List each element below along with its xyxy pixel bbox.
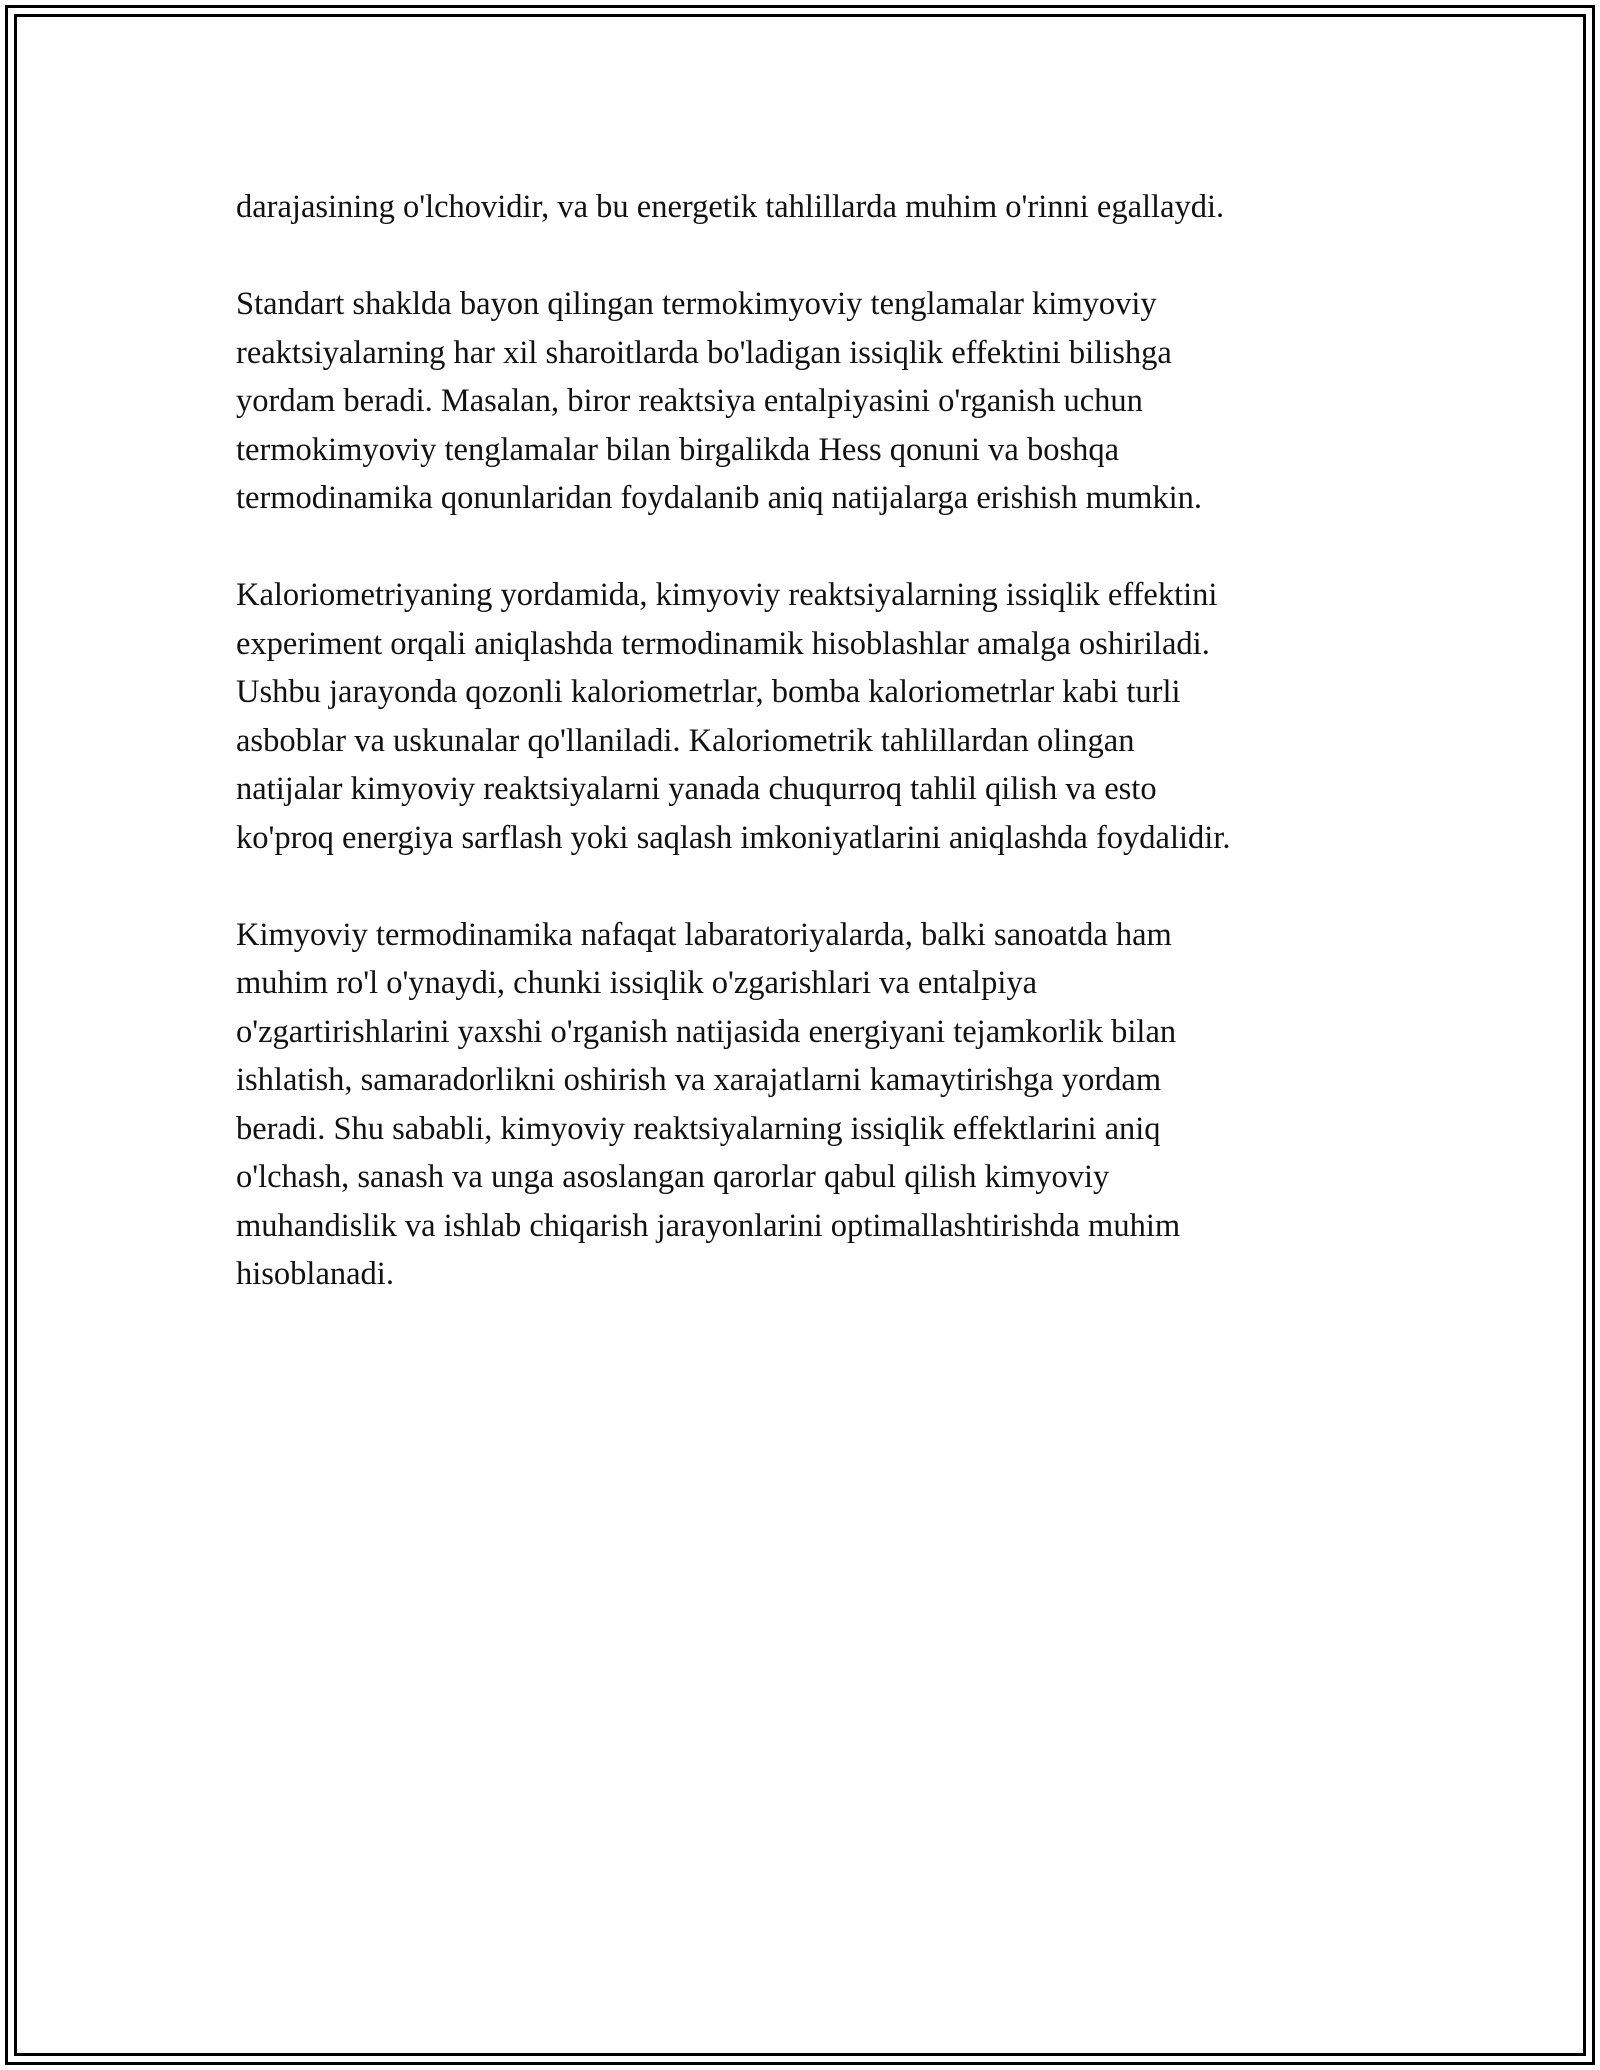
- text-line: muhandislik va ishlab chiqarish jarayonlarini optimallashtirishda muhim: [236, 1207, 1181, 1244]
- text-line: hisoblanadi.: [236, 1256, 394, 1292]
- text-line: muhim ro'l o'ynaydi, chunki issiqlik o'zgarishlari va entalpiya: [236, 965, 1038, 1001]
- paragraph-2: [236, 280, 1376, 523]
- text-line: Kimyoviy termodinamika nafaqat labaratoriyalarda, balki sanoatda ham: [236, 916, 1172, 953]
- paragraph-1: [236, 183, 1376, 232]
- text-line: yordam beradi. Masalan, biror reaktsiya entalpiyasini o'rganish uchun: [236, 383, 1143, 419]
- text-line: darajasining o'lchovidir, va bu energetik tahlillarda muhim o'rinni egallaydi.: [236, 189, 1225, 225]
- text-line: ishlatish, samaradorlikni oshirish va xarajatlarni kamaytirishga yordam: [236, 1062, 1162, 1098]
- text-line: asboblar va uskunalar qo'llaniladi. Kaloriometrik tahlillardan olingan: [236, 722, 1135, 759]
- text-line: beradi. Shu sababli, kimyoviy reaktsiyalarning issiqlik effektlarini aniq: [236, 1110, 1161, 1147]
- text-line: Ushbu jarayonda qozonli kaloriometrlar, bomba kaloriometrlar kabi turli: [236, 674, 1181, 710]
- document-body: [236, 183, 1376, 1347]
- text-line: Kaloriometriyaning yordamida, kimyoviy reaktsiyalarning issiqlik effektini: [236, 577, 1218, 613]
- paragraph-4: [236, 911, 1376, 1299]
- text-line: termodinamika qonunlaridan foydalanib aniq natijalarga erishish mumkin.: [236, 480, 1203, 516]
- text-line: ko'proq energiya sarflash yoki saqlash imkoniyatlarini aniqlashda foydalidir.: [236, 819, 1231, 856]
- text-line: experiment orqali aniqlashda termodinamik hisoblashlar amalga oshiriladi.: [236, 625, 1210, 662]
- text-line: natijalar kimyoviy reaktsiyalarni yanada chuqurroq tahlil qilish va esto: [236, 771, 1157, 807]
- paragraph-3: [236, 571, 1376, 862]
- text-line: termokimyoviy tenglamalar bilan birgalikda Hess qonuni va boshqa: [236, 431, 1120, 468]
- text-line: o'zgartirishlarini yaxshi o'rganish natijasida energiyani tejamkorlik bilan: [236, 1013, 1177, 1050]
- text-line: Standart shaklda bayon qilingan termokimyoviy tenglamalar kimyoviy: [236, 286, 1157, 322]
- text-line: reaktsiyalarning har xil sharoitlarda bo'ladigan issiqlik effektini bilishga: [236, 334, 1172, 371]
- text-line: o'lchash, sanash va unga asoslangan qarorlar qabul qilish kimyoviy: [236, 1159, 1110, 1195]
